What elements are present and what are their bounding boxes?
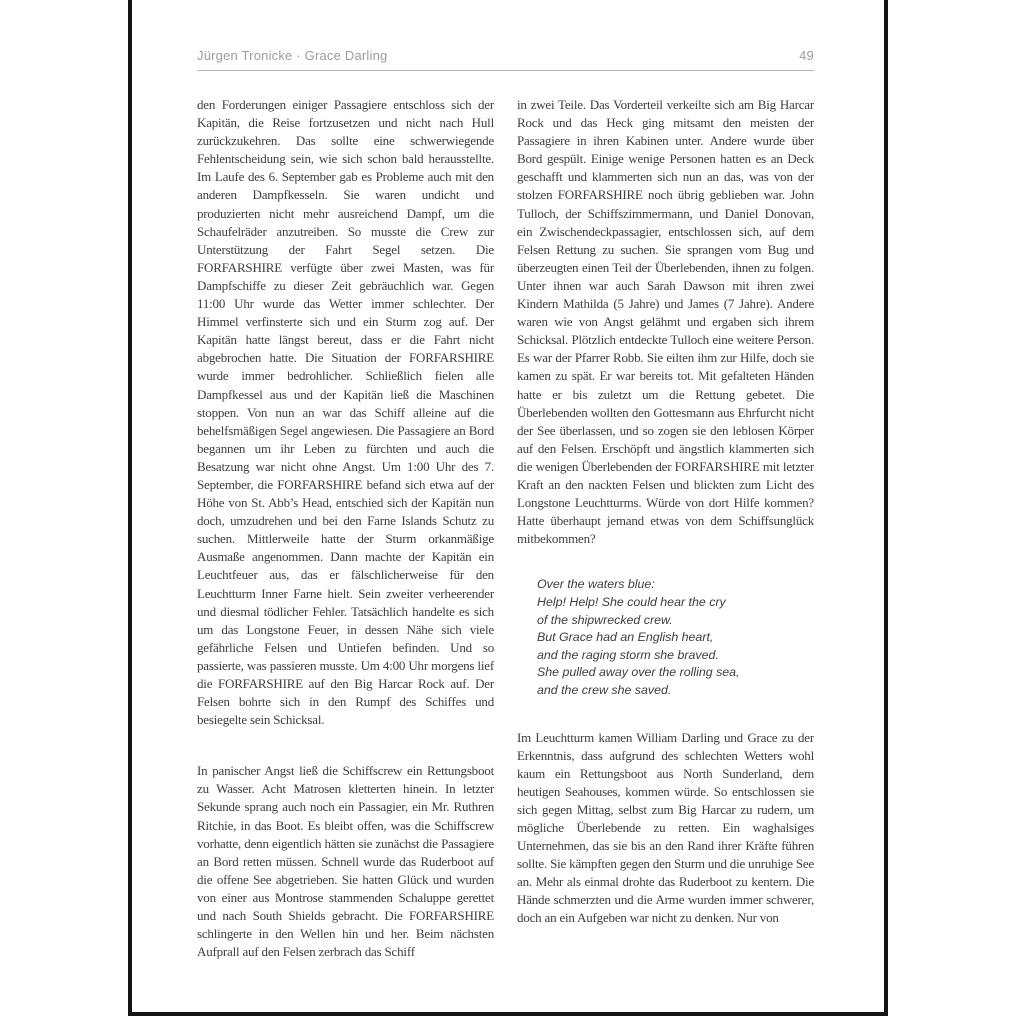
running-title: Jürgen Tronicke · Grace Darling bbox=[197, 48, 388, 63]
poem-line: Help! Help! She could hear the cry bbox=[537, 594, 726, 609]
poem-quote bbox=[537, 576, 814, 699]
book-page bbox=[128, 0, 888, 1016]
text-columns bbox=[197, 96, 814, 991]
left-column bbox=[197, 96, 494, 991]
header-rule bbox=[197, 70, 814, 71]
body-paragraph: Im Leuchtturm kamen William Darling und Grace zu der Erkenntnis, dass aufgrund des schlechten Wetters wohl kaum ein Rettungsboot aus North Sunderland, dem heutigen Seahouses, kommen würde. So entschlossen sie sich gegen Mittag, selbst zum Big Harcar zu rudern, um mögliche Überlebende zu retten. Ein waghalsiges Unternehmen, das sie bis an den Rand ihrer Kräfte führen sollte. Sie kämpften gegen den Sturm und die unruhige See an. Mehr als einmal drohte das Ruderboot zu kentern. Die Hände schmerzten und die Arme wurden immer schwerer, doch an ein Aufgeben war nicht zu denken. Nur von bbox=[517, 729, 814, 926]
poem-line: But Grace had an English heart, bbox=[537, 630, 714, 645]
body-paragraph: den Forderungen einiger Passagiere entschloss sich der Kapitän, die Reise fortzusetzen und nicht nach Hull zurückzukehren. Das sollte eine schwerwiegende Fehlentscheidung sein, wie sich schon bald herausstellte. Im Laufe des 6. September gab es Probleme auch mit den anderen Dampfkesseln. Sie waren undicht und produzierten nicht mehr ausreichend Dampf, um die Schaufelräder anzutreiben. So musste die Crew zur Unterstützung der Fahrt Segel setzen. Die FORFARSHIRE verfügte über zwei Masten, was für Dampfschiffe zu dieser Zeit gebräuchlich war. Gegen 11:00 Uhr wurde das Wetter immer schlechter. Der Himmel verfinsterte sich und ein Sturm zog auf. Der Kapitän hatte längst bereut, dass er die Fahrt nicht abgebrochen hatte. Die Situation der FORFARSHIRE wurde immer bedrohlicher. Schließlich fielen alle Dampfkessel aus und der Kapitän ließ die Maschinen stoppen. Von nun an war das Schiff alleine auf die behelfsmäßigen Segel angewiesen. Die Passagiere an Bord begannen um ihr Leben zu fürchten und auch die Besatzung war nicht ohne Angst. Um 1:00 Uhr des 7. September, die FORFARSHIRE befand sich etwa auf der Höhe von St. Abb’s Head, entschied sich der Kapitän nun doch, umzudrehen und bei den Farne Islands Schutz zu suchen. Mittlerweile hatte der Sturm orkanmäßige Ausmaße angenommen. Dann machte der Kapitän ein Leuchtfeuer aus, das er fälschlicherweise für den Leuchtturm Inner Farne hielt. Sein zweiter verheerender und diesmal tödlicher Fehler. Tatsächlich handelte es sich um das Longstone Feuer, in dessen Nähe sich viele gefährliche Felsen und Untiefen befinden. Und so passierte, was passieren musste. Um 4:00 Uhr morgens lief die FORFARSHIRE auf den Big Harcar Rock auf. Der Felsen bohrte sich in den Rumpf des Schiffes und besiegelte sein Schicksal. bbox=[197, 97, 494, 728]
poem-line: She pulled away over the rolling sea, bbox=[537, 665, 740, 680]
poem-line: Over the waters blue: bbox=[537, 577, 655, 592]
right-column bbox=[517, 96, 814, 991]
poem-line: of the shipwrecked crew. bbox=[537, 612, 673, 627]
page-header bbox=[197, 48, 814, 63]
body-paragraph: in zwei Teile. Das Vorderteil verkeilte sich am Big Harcar Rock und das Heck ging mitsamt den meisten der Passagiere in ihren Kabinen unter. Andere wurde über Bord gespült. Einige wenige Personen hatten es an Deck geschafft und klammerten sich nun an das, was von der stolzen FORFARSHIRE noch übrig geblieben war. John Tulloch, der Schiffszimmermann, und Daniel Donovan, ein Zwischendeckpassagier, entschlossen sich, auf dem Felsen Rettung zu suchen. Sie sprangen vom Bug und überzeugten einen Teil der Überlebenden, ihnen zu folgen. Unter ihnen war auch Sarah Dawson mit ihren zwei Kindern Mathilda (5 Jahre) und James (7 Jahre). Andere waren wie von Angst gelähmt und ergaben sich ihrem Schicksal. Plötzlich entdeckte Tulloch eine weitere Person. Es war der Pfarrer Robb. Sie eilten ihm zur Hilfe, doch sie kamen zu spät. Er war bereits tot. Mit gefalteten Händen hatte er bis zuletzt um die Rettung gebetet. Die Überlebenden wollten den Gottesmann aus Ehrfurcht nicht der See überlassen, und so zogen sie den leblosen Körper auf den Felsen. Erschöpft und ängstlich klammerten sich die wenigen Überlebenden der FORFARSHIRE mit letzter Kraft an den nackten Felsen und blickten zum Licht des Longstone Leuchtturms. Würde von dort Hilfe kommen? Hatte überhaupt jemand etwas von dem Schiffsunglück mitbekommen? bbox=[517, 97, 814, 547]
page-number: 49 bbox=[799, 48, 814, 63]
poem-line: and the raging storm she braved. bbox=[537, 647, 719, 662]
poem-line: and the crew she saved. bbox=[537, 682, 672, 697]
body-paragraph: In panischer Angst ließ die Schiffscrew ein Rettungsboot zu Wasser. Acht Matrosen kletterten hinein. In letzter Sekunde sprang auch noch ein Passagier, ein Mr. Ruthren Ritchie, in das Boot. Es bleibt offen, was die Schiffscrew vorhatte, denn eigentlich hätten sie zunächst die Passagiere an Bord retten müssen. Schnell wurde das Ruderboot auf die offene See abgetrieben. Sie hatten Glück und wurden von einer aus Montrose stammenden Schaluppe gerettet und nach South Shields gebracht. Die FORFARSHIRE schlingerte in den Wellen hin und her. Beim nächsten Aufprall auf den Felsen zerbrach das Schiff bbox=[197, 763, 494, 960]
